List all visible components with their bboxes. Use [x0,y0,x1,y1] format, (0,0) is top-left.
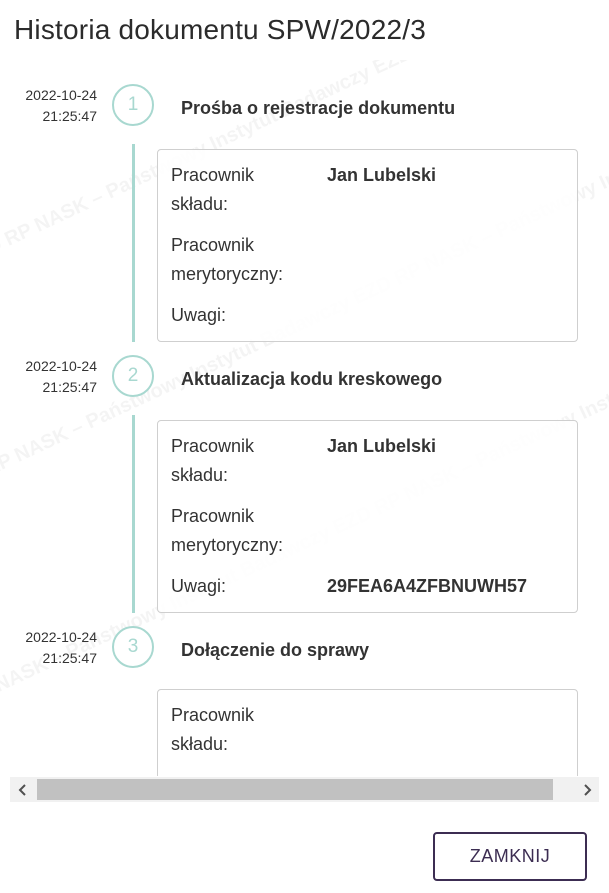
detail-label: Pracownik składu: [171,165,255,214]
entry-title: Prośba o rejestracje dokumentu [181,98,456,118]
entry-title: Aktualizacja kodu kreskowego [181,369,443,389]
detail-label: Pracownik składu: [171,705,255,754]
timeline-line [132,144,135,342]
entry-date-time: 21:25:47 [42,650,97,666]
close-button[interactable]: ZAMKNIJ [433,832,587,881]
entry-date-day: 2022-10-24 [25,358,97,374]
step-number: 3 [112,626,154,668]
scrollbar-thumb[interactable] [37,779,553,800]
entry-date [0,356,97,398]
detail-label: Pracownik składu: [171,436,255,485]
entry-date-time: 21:25:47 [42,108,97,124]
entry-date-day: 2022-10-24 [25,629,97,645]
entry-date-day: 2022-10-24 [25,87,97,103]
timeline-line [132,415,135,613]
detail-label: Uwagi: [171,305,227,325]
horizontal-scrollbar[interactable] [10,777,599,802]
entry-date [0,627,97,669]
detail-label: Pracownik merytoryczny: [171,235,284,284]
detail-value: 29FEA6A4ZFBNUWH57 [327,576,528,596]
step-number: 2 [112,355,154,397]
detail-label: Uwagi: [171,576,227,596]
detail-value: Jan Lubelski [327,436,437,456]
dialog-title: Historia dokumentu SPW/2022/3 [14,14,427,45]
entry-date [0,85,97,127]
detail-label: Pracownik merytoryczny: [171,506,284,555]
chevron-right-icon[interactable] [574,777,599,802]
step-number: 1 [112,84,154,126]
detail-card [157,689,578,776]
entry-title: Dołączenie do sprawy [181,640,370,660]
detail-card [157,420,578,613]
history-scroll-area[interactable] [0,70,609,776]
detail-card [157,149,578,342]
chevron-left-icon[interactable] [10,777,35,802]
entry-date-time: 21:25:47 [42,379,97,395]
detail-value: Jan Lubelski [327,165,437,185]
